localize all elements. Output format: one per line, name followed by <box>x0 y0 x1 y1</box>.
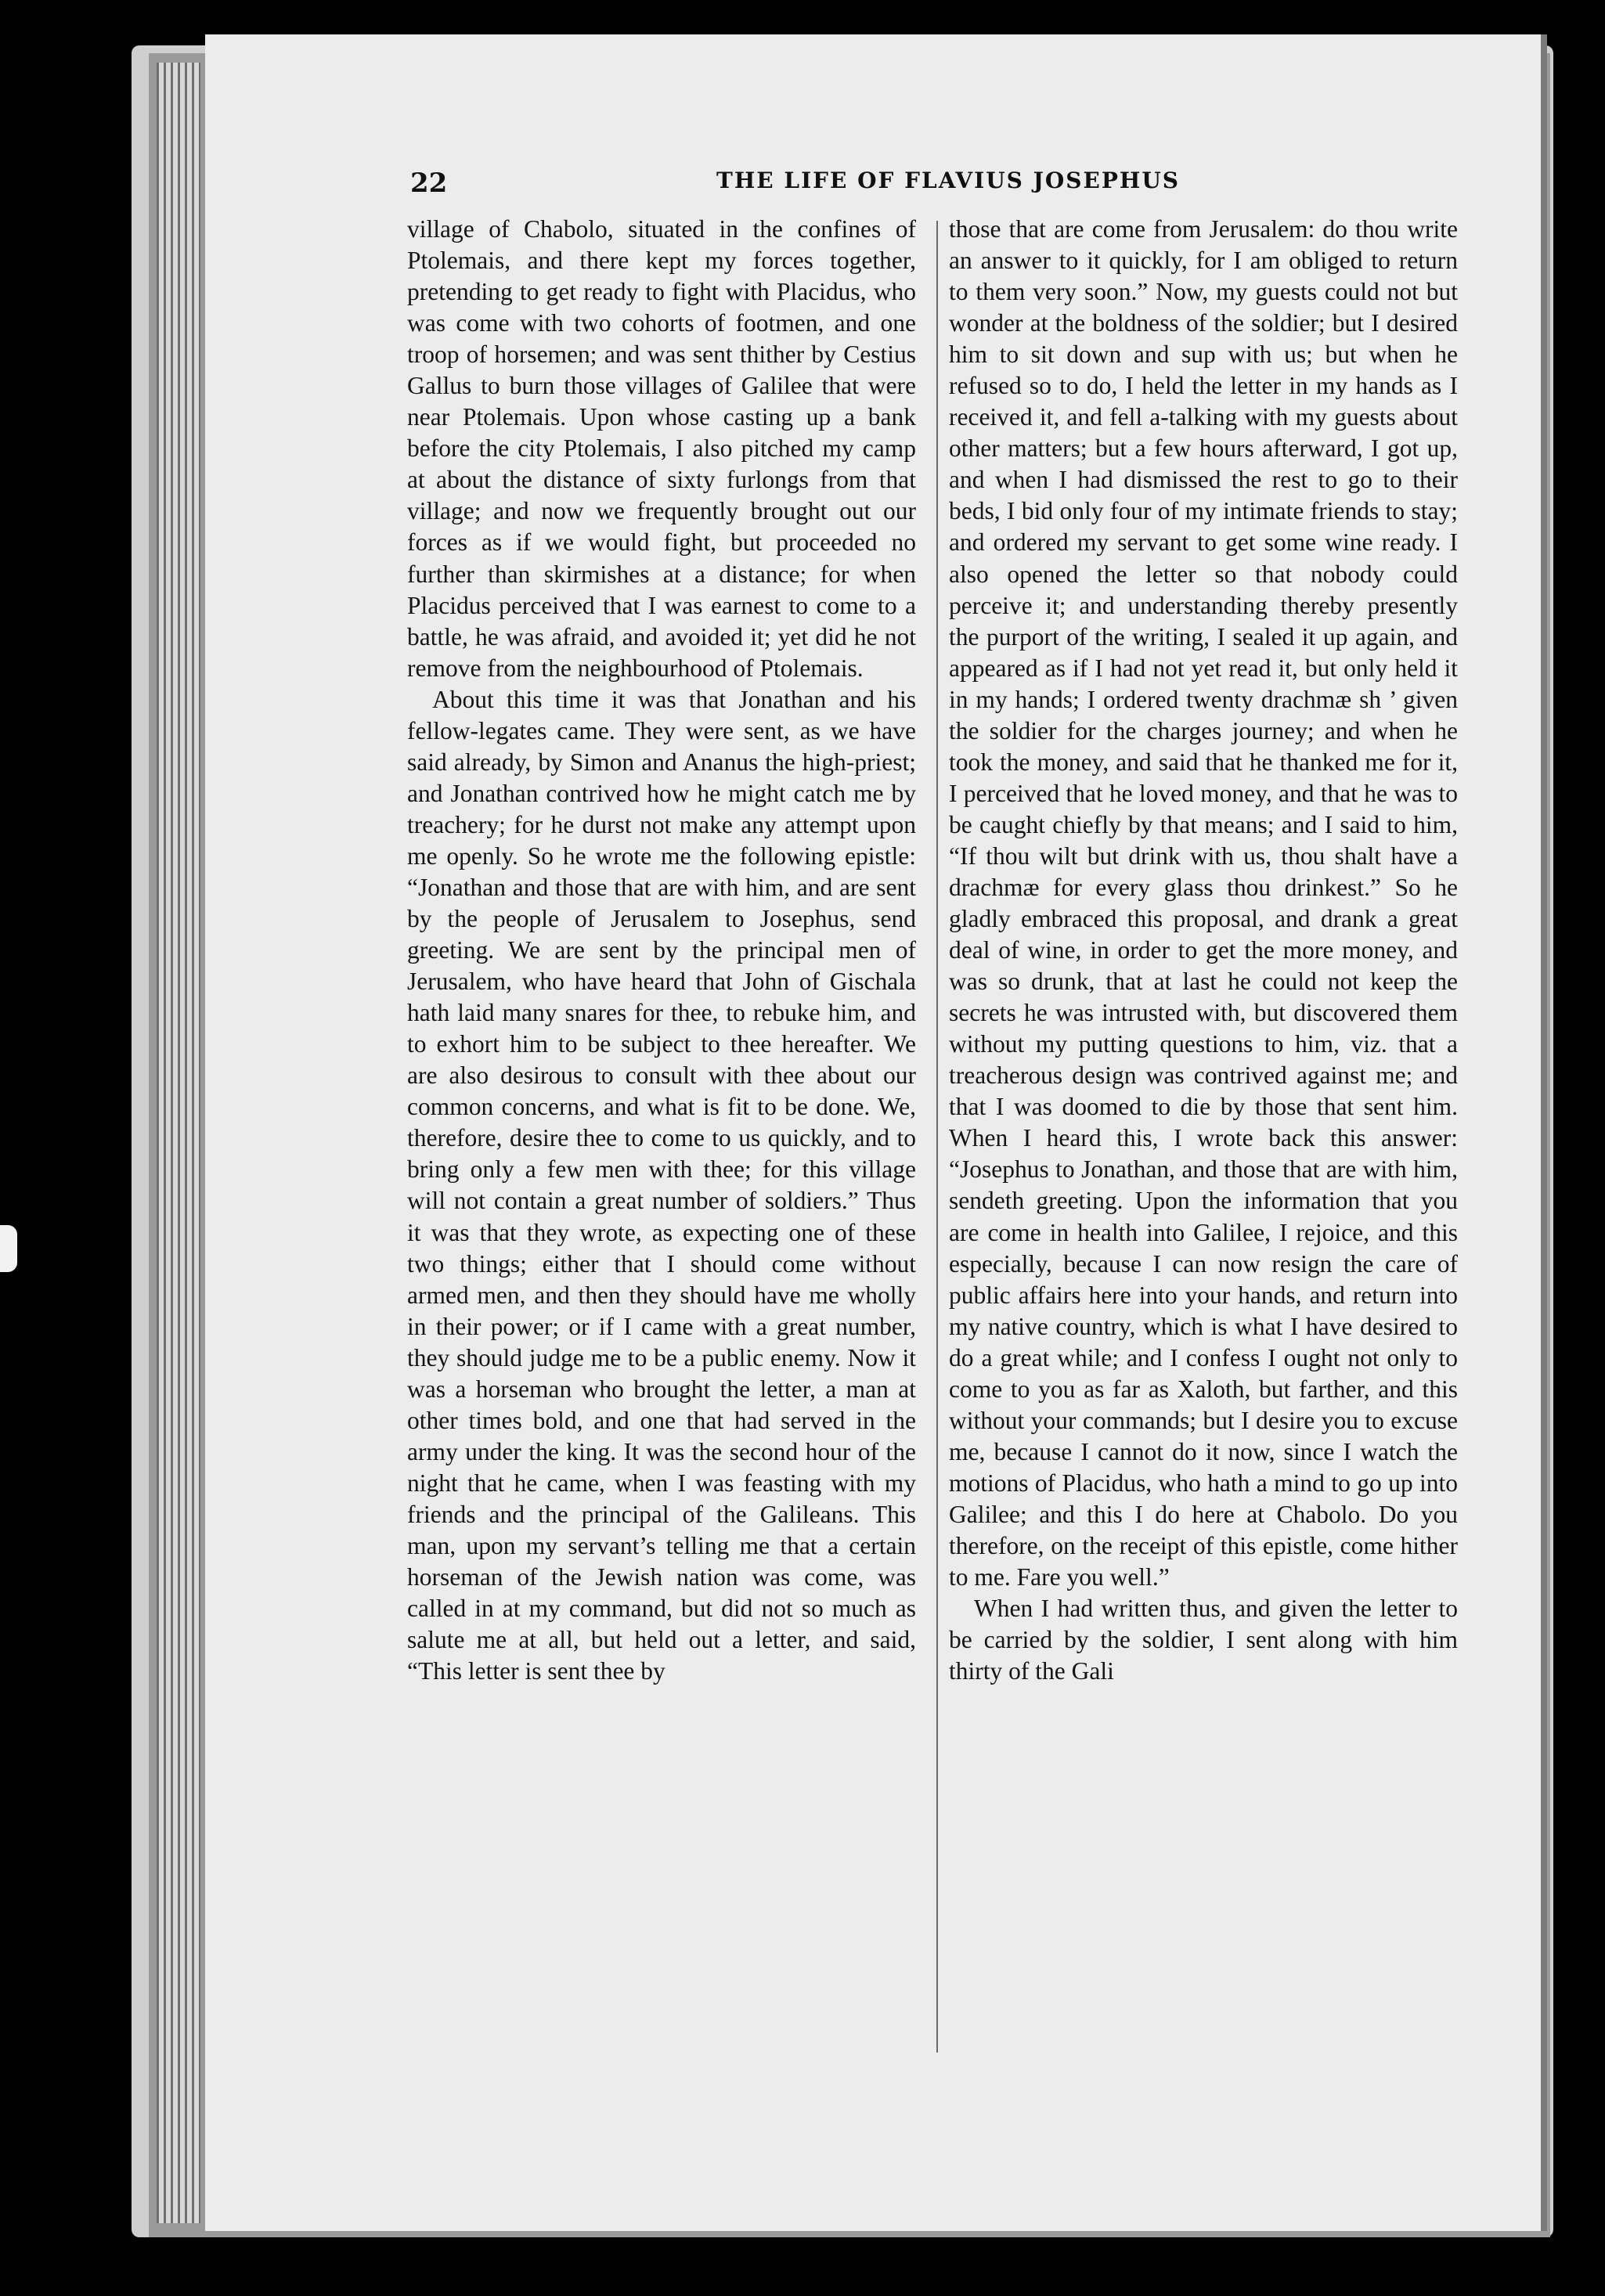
right-column <box>949 214 1458 1687</box>
running-head: THE LIFE OF FLAVIUS JOSEPHUS <box>716 168 1180 193</box>
paper-fragment <box>0 1225 17 1272</box>
left-paragraph-1: village of Chabolo, situated in the confines of Ptolemais, and there kept my forces together, pretending to get ready to fight with Placidus, who was come with two cohorts of footmen, and one troop of horsemen; and was sent thither by Cestius Gallus to burn those villages of Galilee that were near Ptolemais. Upon whose casting up a bank before the city Ptolemais, I also pitched my camp at about the distance of sixty furlongs from that village; and now we frequently brought out our forces as if we would fight, but proceeded no further than skirmishes at a distance; for when Placidus perceived that I was earnest to come to a battle, he was afraid, and avoided it; yet did he not remove from the neighbourhood of Ptolemais. <box>407 215 916 682</box>
book-spine-edges <box>157 63 200 2223</box>
left-column <box>407 214 916 1687</box>
page-right-edge <box>1541 34 1547 2231</box>
page-number: 22 <box>410 168 448 199</box>
left-paragraph-2: About this time it was that Jonathan and his fellow-legates came. They were sent, as we have said already, by Simon and Ananus the high-priest; and Jonathan contrived how he might catch me by treachery; for he durst not make any attempt upon me openly. So he wrote me the following epistle: “Jonathan and those that are with him, and are sent by the people of Jerusalem to Josephus, send greeting. We are sent by the principal men of Jerusalem, who have heard that John of Gischala hath laid many snares for thee, to rebuke him, and to exhort him to be subject to thee hereafter. We are also desirous to consult with thee about our common concerns, and what is fit to be done. We, therefore, desire thee to come to us quickly, and to bring only a few men with thee; for this village will not contain a great number of soldiers.” Thus it was that they wrote, as expecting one of these two things; either that I should come without armed men, and then they should have me wholly in their power; or if I came with a great number, they should judge me to be a public enemy. Now it was a horseman who brought the letter, a man at other times bold, and one that had served in the army under the king. It was the second hour of the night that he came, when I was feasting with my friends and the principal of the Galileans. This man, upon my servant’s telling me that a certain horseman of the Jewish nation was come, was called in at my command, but did not so much as salute me at all, but held out a letter, and said, “This letter is sent thee by <box>407 685 916 1685</box>
right-paragraph-1: those that are come from Jerusalem: do thou write an answer to it quickly, for I am obliged to return to them very soon.” Now, my guests could not but wonder at the boldness of the soldier; but I desired him to sit down and sup with us; but when he refused so to do, I held the letter in my hands as I received it, and fell a-talking with my guests about other matters; but a few hours afterward, I got up, and when I had dismissed the rest to go to their beds, I bid only four of my intimate friends to stay; and ordered my servant to get some wine ready. I also opened the letter so that nobody could perceive it; and understanding thereby presently the purport of the writing, I sealed it up again, and appeared as if I had not yet read it, but only held it in my hands; I ordered twenty drachmæ sh ’ given the soldier for the charges journey; and when he took the money, and said that he thanked me for it, I perceived that he loved money, and that he was to be caught chiefly by that means; and I said to him, “If thou wilt but drink with us, thou shalt have a drachmæ for every glass thou drinkest.” So he gladly embraced this proposal, and drank a great deal of wine, in order to get the more money, and was so drunk, that at last he could not keep the secrets he was intrusted with, but discovered them without my putting questions to him, viz. that a treacherous design was contrived against me; and that I was doomed to die by those that sent him. When I heard this, I wrote back this answer: “Josephus to Jonathan, and those that are with him, sendeth greeting. Upon the information that you are come in health into Galilee, I rejoice, and this especially, because I can now resign the care of public affairs here into your hands, and return into my native country, which is what I have desired to do a great while; and I confess I ought not only to come to you as far as Xaloth, but farther, and this without your commands; but I desire you to excuse me, because I cannot do it now, since I watch the motions of Placidus, who hath a mind to go up into Galilee; and this I do here at Chabolo. Do you therefore, on the receipt of this epistle, come hither to me. Fare you well.” <box>949 215 1458 1591</box>
right-paragraph-2: When I had written thus, and given the letter to be carried by the soldier, I sent along with him thirty of the Gali <box>949 1595 1458 1685</box>
column-rule <box>936 221 938 2053</box>
